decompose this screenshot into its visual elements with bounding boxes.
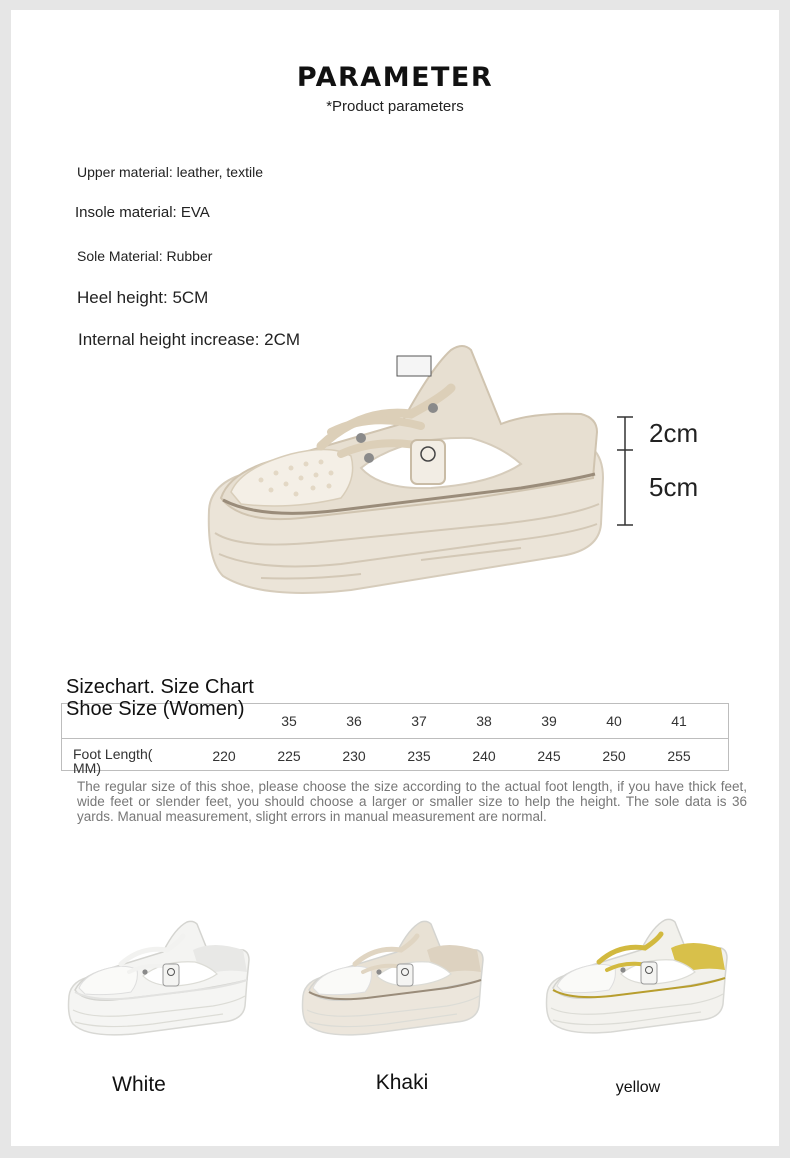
length-cell-250: 250 — [602, 748, 626, 764]
length-cell-235: 235 — [407, 748, 431, 764]
param-internal-height: Internal height increase: 2CM — [78, 330, 301, 349]
param-upper-material: Upper material: leather, textile — [77, 164, 263, 180]
length-cell-245: 245 — [537, 748, 561, 764]
param-heel-height: Heel height: 5CM — [77, 288, 209, 307]
length-cell-220: 220 — [212, 748, 236, 764]
length-cell-225: 225 — [277, 748, 301, 764]
length-cell-240: 240 — [472, 748, 496, 764]
yellow-shoe-image — [541, 908, 731, 1038]
foot-length-label: Foot Length( MM) — [73, 746, 153, 776]
color-label-khaki: Khaki — [375, 1071, 429, 1094]
color-label-white: White — [112, 1073, 166, 1096]
page-title: PARAMETER — [296, 62, 494, 93]
sole-height-label: 5cm — [649, 472, 699, 502]
height-dimension-marker — [609, 415, 639, 527]
param-sole-material: Sole Material: Rubber — [77, 248, 213, 264]
size-cell-39: 39 — [541, 713, 557, 729]
size-cell-36: 36 — [346, 713, 362, 729]
product-sheet — [11, 10, 779, 1146]
white-shoe-image — [63, 910, 253, 1040]
size-cell-41: 41 — [671, 713, 687, 729]
size-cell-40: 40 — [606, 713, 622, 729]
table-row-divider — [62, 738, 728, 739]
size-cell-35: 35 — [281, 713, 297, 729]
length-cell-255: 255 — [667, 748, 691, 764]
size-note: The regular size of this shoe, please choose the size according to the actual foot length, if you have thick feet, wide feet or slender feet, you should choose a larger or smaller size to help the height. The sole data is 36 yards. Manual measurement, slight errors in manual measurement are normal. — [77, 779, 747, 824]
size-cell-37: 37 — [411, 713, 427, 729]
khaki-shoe-image — [297, 910, 487, 1040]
inner-height-label: 2cm — [649, 418, 699, 448]
shoe-size-label: Shoe Size (Women) — [66, 698, 245, 720]
main-shoe-image — [201, 328, 611, 608]
size-cell-38: 38 — [476, 713, 492, 729]
size-chart-heading: Sizechart. Size Chart — [66, 676, 254, 698]
page-subtitle: *Product parameters — [326, 98, 464, 115]
length-cell-230: 230 — [342, 748, 366, 764]
color-label-yellow: yellow — [615, 1079, 661, 1096]
param-insole-material: Insole material: EVA — [75, 204, 210, 221]
